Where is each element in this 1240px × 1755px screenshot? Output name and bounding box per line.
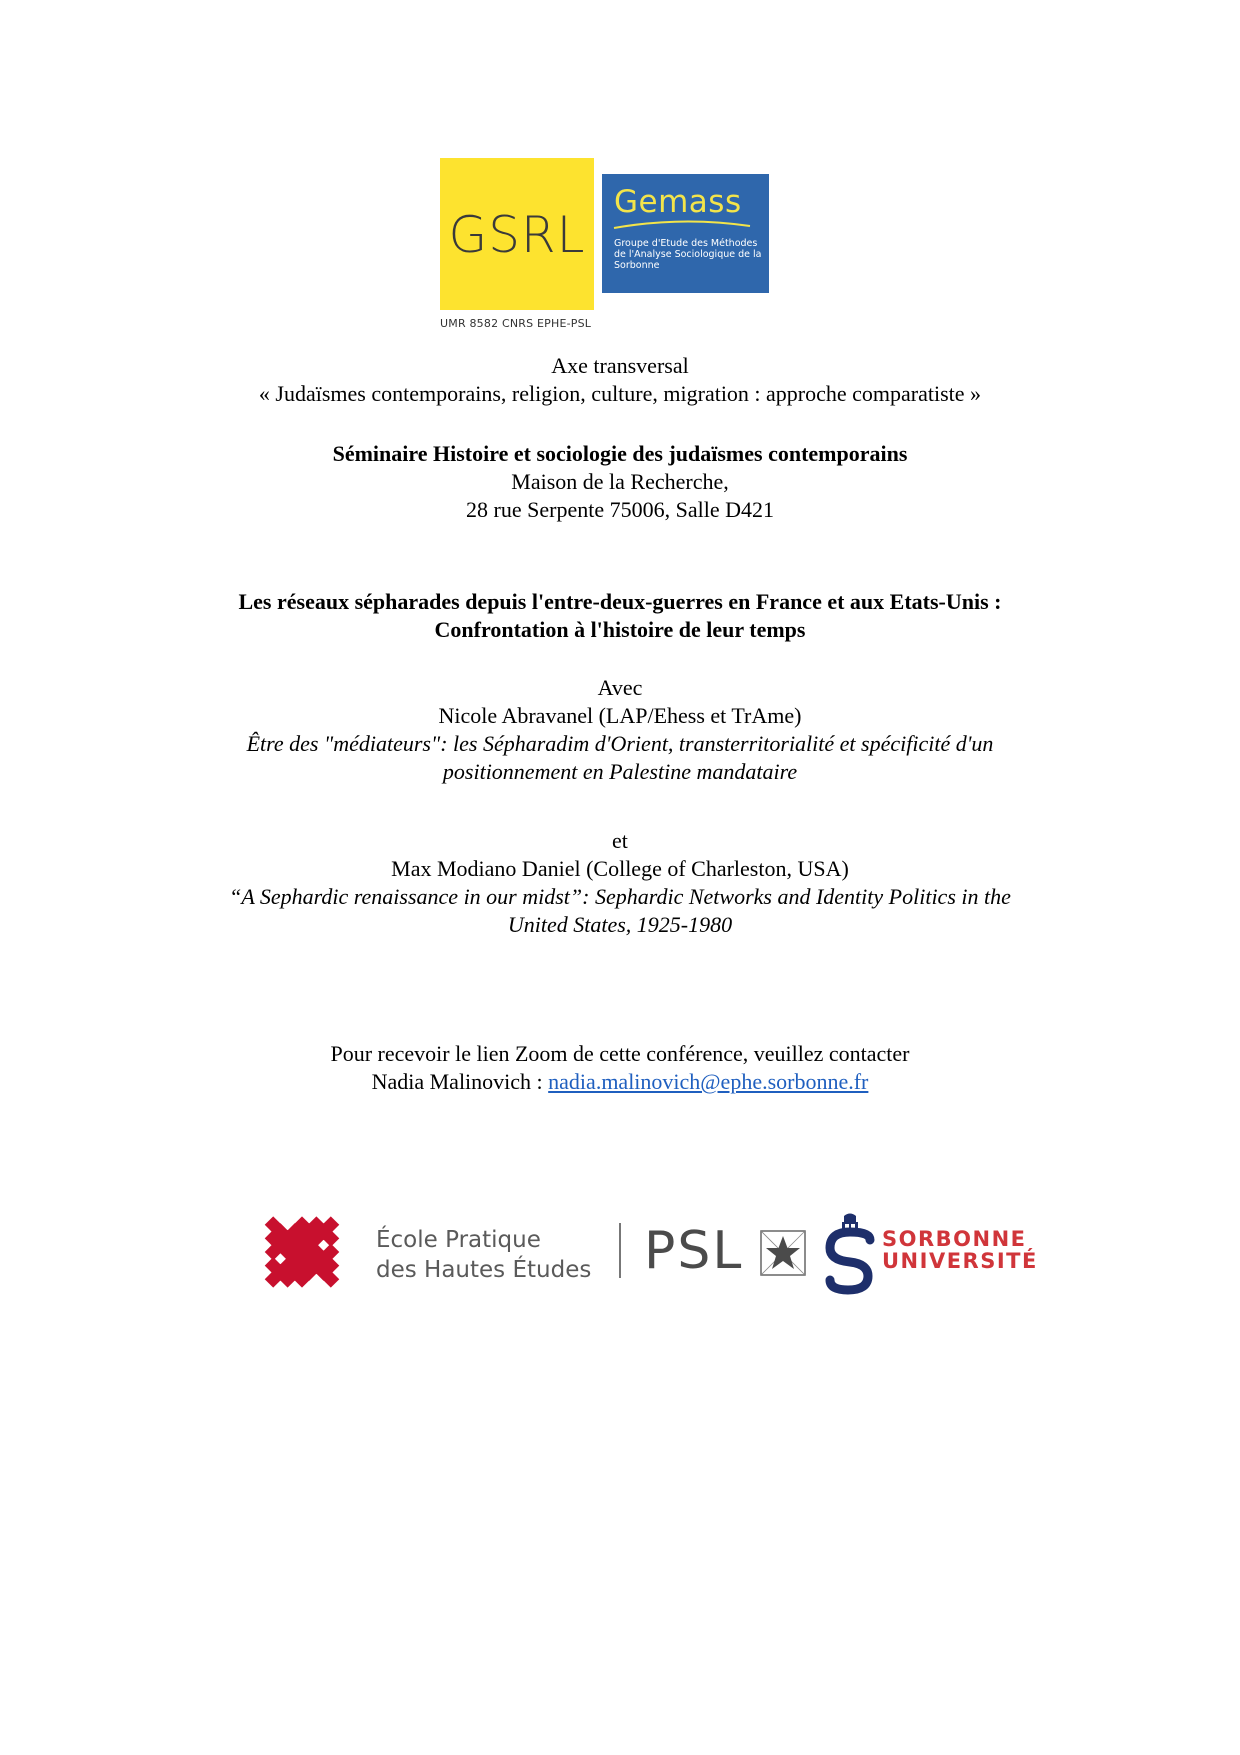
seminar-venue: Maison de la Recherche, xyxy=(511,469,729,494)
and-label: et xyxy=(612,828,628,853)
gsrl-logo-subtitle: UMR 8582 CNRS EPHE-PSL xyxy=(440,317,592,330)
ephe-logo-line1: École Pratique xyxy=(376,1227,541,1253)
gsrl-logo xyxy=(440,158,594,310)
speaker1-talk-line1: Être des "médiateurs": les Sépharadim d'Orient, transterritorialité et spécificité d'un xyxy=(246,731,994,756)
contact-email-link[interactable]: nadia.malinovich@ephe.sorbonne.fr xyxy=(548,1069,869,1094)
sorbonne-logo-line1: SORBONNE xyxy=(882,1227,1027,1251)
gemass-swoosh-icon xyxy=(612,218,752,232)
seminar-address: 28 rue Serpente 75006, Salle D421 xyxy=(466,497,774,522)
with-label: Avec xyxy=(597,675,643,700)
gemass-logo-text: Gemass xyxy=(614,184,742,220)
psl-star-icon xyxy=(760,1230,806,1276)
speaker2-block xyxy=(0,827,1240,939)
footer-divider xyxy=(619,1223,621,1278)
contact-name: Nadia Malinovich : xyxy=(371,1069,549,1094)
speaker1-name: Nicole Abravanel (LAP/Ehess et TrAme) xyxy=(438,703,802,728)
contact-block xyxy=(0,1040,1240,1096)
axis-title: « Judaïsmes contemporains, religion, culture, migration : approche comparatiste » xyxy=(258,381,982,406)
speaker2-name: Max Modiano Daniel (College of Charleston, USA) xyxy=(391,856,849,881)
contact-line2 xyxy=(0,1068,1240,1096)
seminar-title: Séminaire Histoire et sociologie des judaïsmes contemporains xyxy=(332,441,908,466)
axis-block xyxy=(0,352,1240,408)
speaker1-block xyxy=(0,674,1240,786)
sorbonne-s-icon xyxy=(824,1212,876,1296)
psl-logo-text: PSL xyxy=(644,1221,744,1281)
session-title-line1: Les réseaux sépharades depuis l'entre-deux-guerres en France et aux Etats-Unis : xyxy=(238,589,1002,614)
ephe-logo-text xyxy=(376,1225,591,1285)
contact-line1: Pour recevoir le lien Zoom de cette conférence, veuillez contacter xyxy=(330,1041,910,1066)
sorbonne-logo-text xyxy=(882,1228,1038,1272)
gemass-logo-subtitle: Groupe d'Etude des Méthodes de l'Analyse Sociologique de la Sorbonne xyxy=(614,238,762,271)
speaker2-talk-line2: United States, 1925-1980 xyxy=(507,912,733,937)
sorbonne-logo-line2: UNIVERSITÉ xyxy=(882,1249,1038,1273)
gemass-logo xyxy=(602,174,769,293)
seminar-block xyxy=(0,440,1240,524)
axis-label: Axe transversal xyxy=(551,353,689,378)
speaker1-talk-line2: positionnement en Palestine mandataire xyxy=(442,759,798,784)
session-title-line2: Confrontation à l'histoire de leur temps xyxy=(434,617,806,642)
speaker2-talk-line1: “A Sephardic renaissance in our midst”: Sephardic Networks and Identity Politics in the xyxy=(229,884,1011,909)
ephe-diamond-icon xyxy=(244,1198,360,1306)
ephe-logo-line2: des Hautes Études xyxy=(376,1257,592,1283)
session-title-block xyxy=(0,588,1240,644)
gsrl-logo-text: GSRL xyxy=(448,206,586,264)
